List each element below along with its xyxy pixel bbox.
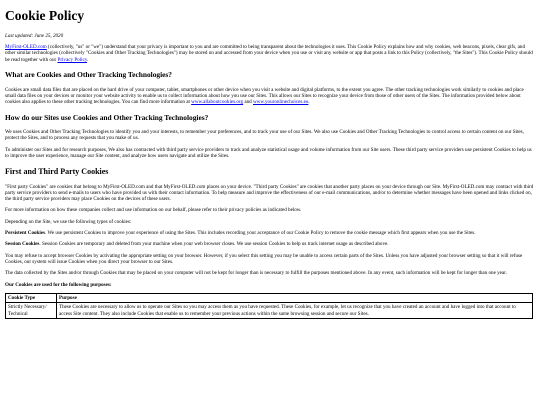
what-end: .: [308, 99, 310, 106]
session-cookies-paragraph: [5, 241, 535, 247]
cookie-purpose-table: [5, 293, 533, 319]
persistent-cookies-paragraph: [5, 230, 535, 236]
page-title: Cookie Policy: [5, 8, 85, 23]
what-text: Cookies are small data files that are placed on the hard drive of your computer, tablet, smartphones or other device when you visit a website and digital platforms, to the extent you agree. The other tracking technologies work similarly to cookies and place small data files on your devices or monitor your website activity to enable us to collect information about how you use our Sites. This allows our Sites to recognize your device from those of other users of the Sites. The information provided below about cookies also applies to these other tracking technologies. You can find more information at: [5, 86, 524, 106]
cell-purpose: These Cookies are necessary to allow us to operate our Sites so you may access them as you have requested. These Cookies, for example, let us recognize that you have created an account and have logged into that account to access Site content. They also include Cookies that enable us to remember your previous actions within the same browsing session and secure our Sites.: [57, 303, 533, 319]
how-paragraph-2: To administer our Sites and for research purposes, We also has contracted with third party service providers to track and analyze statistical usage and volume information from our Site users. These third party service providers use persistent Cookies to help us to improve the user experience, manage our Site content, and analyze how users navigate and utilize the Sites.: [5, 146, 532, 159]
youronlinechoices-link[interactable]: www.youronlinechoices.eu: [253, 99, 309, 106]
persistent-text: . We use persistent Cookies to improve your experience of using the Sites. This includes recording your acceptance of our Cookie Policy to remove the cookie message which first appears when you use the Sites.: [45, 230, 476, 237]
session-text: . Session Cookies are temporary and deleted from your machine when your web browser closes. We use session Cookies to help us track internet usage as described above.: [39, 241, 389, 248]
intro-end: .: [87, 56, 89, 63]
first-third-paragraph-2: For more information on how these companies collect and use information on our behalf, please refer to their privacy policies as indicated below.: [5, 207, 302, 214]
what-and: and: [243, 99, 253, 106]
first-third-heading: First and Third Party Cookies: [5, 167, 109, 177]
table-row: [6, 303, 533, 319]
purposes-label: Our Cookies are used for the following purposes:: [5, 281, 112, 288]
intro-paragraph: [5, 44, 535, 63]
cookie-types-intro: Depending on the Site, we use the following types of cookies:: [5, 218, 132, 225]
table-header-row: [6, 293, 533, 302]
privacy-policy-link[interactable]: Privacy Policy: [57, 56, 88, 63]
cell-cookie-type: Strictly Necessary/ Technical: [6, 303, 57, 319]
first-third-paragraph-1: "First party Cookies" are cookies that belong to MyFirst-OLED.com and that MyFirst-OLED.com places on your device. "Third party Cookies" are cookies that another party places on your device through our Site. MyFirst-OLED.com may contract with third party service providers to send e-mails to users who have provided us with their contact information. To help measure and improve the effectiveness of our e-mail communications, and/or to determine whether messages have been opened and links clicked on, the third party service providers may place Cookies on the devices of these users.: [5, 183, 534, 203]
header-purpose: Purpose: [57, 293, 533, 302]
intro-text: (collectively, "us" or "we") understand that your privacy is important to you and are committed to being transparent about the technologies it uses. This Cookie Policy explains how and why cookies, web beacons, pixels, clear gifs, and other similar technologies (collectively "Cookies and Other Tracking Technologies") may be stored on and accessed from your device when you use or visit any website or app that posts a link to this Policy (collectively, "the Sites"). This Cookie Policy should be read together with our: [5, 44, 533, 63]
what-paragraph: [5, 87, 535, 106]
last-updated: Last updated: June 25, 2020: [5, 32, 64, 39]
how-heading: How do our Sites use Cookies and Other Tracking Technologies?: [5, 112, 209, 122]
persistent-label: Persistent Cookies: [5, 230, 46, 237]
site-link[interactable]: MyFirst-OLED.com: [5, 44, 47, 51]
what-heading: What are Cookies and Other Tracking Technologies?: [5, 70, 172, 80]
refuse-cookies-paragraph: You may refuse to accept browser Cookies by activating the appropriate setting on your browser. However, if you select this setting you may be unable to access certain parts of the Sites. Unless you have adjusted your browser setting so that it will refuse Cookies, our system will issue Cookies when you direct your browser to our Sites.: [5, 252, 523, 265]
allaboutcookies-link[interactable]: www.allaboutcookies.org: [191, 99, 244, 106]
how-paragraph-1: We uses Cookies and Other Tracking Technologies to identify you and your interests, to remember your preferences, and to track your use of our Sites. We also use Cookies and Other Tracking Technologies to control access to certain content on our Sites, protect the Sites, and to process any requests that you make of us.: [5, 129, 524, 142]
data-retention-paragraph: The data collected by the Sites and/or through Cookies that may be placed on your computer will not be kept for longer than is necessary to fulfill the purposes mentioned above. In any event, such information will be kept for longer than one year.: [5, 270, 507, 277]
session-label: Session Cookies: [5, 241, 40, 248]
header-cookie-type: Cookie Type: [6, 293, 57, 302]
